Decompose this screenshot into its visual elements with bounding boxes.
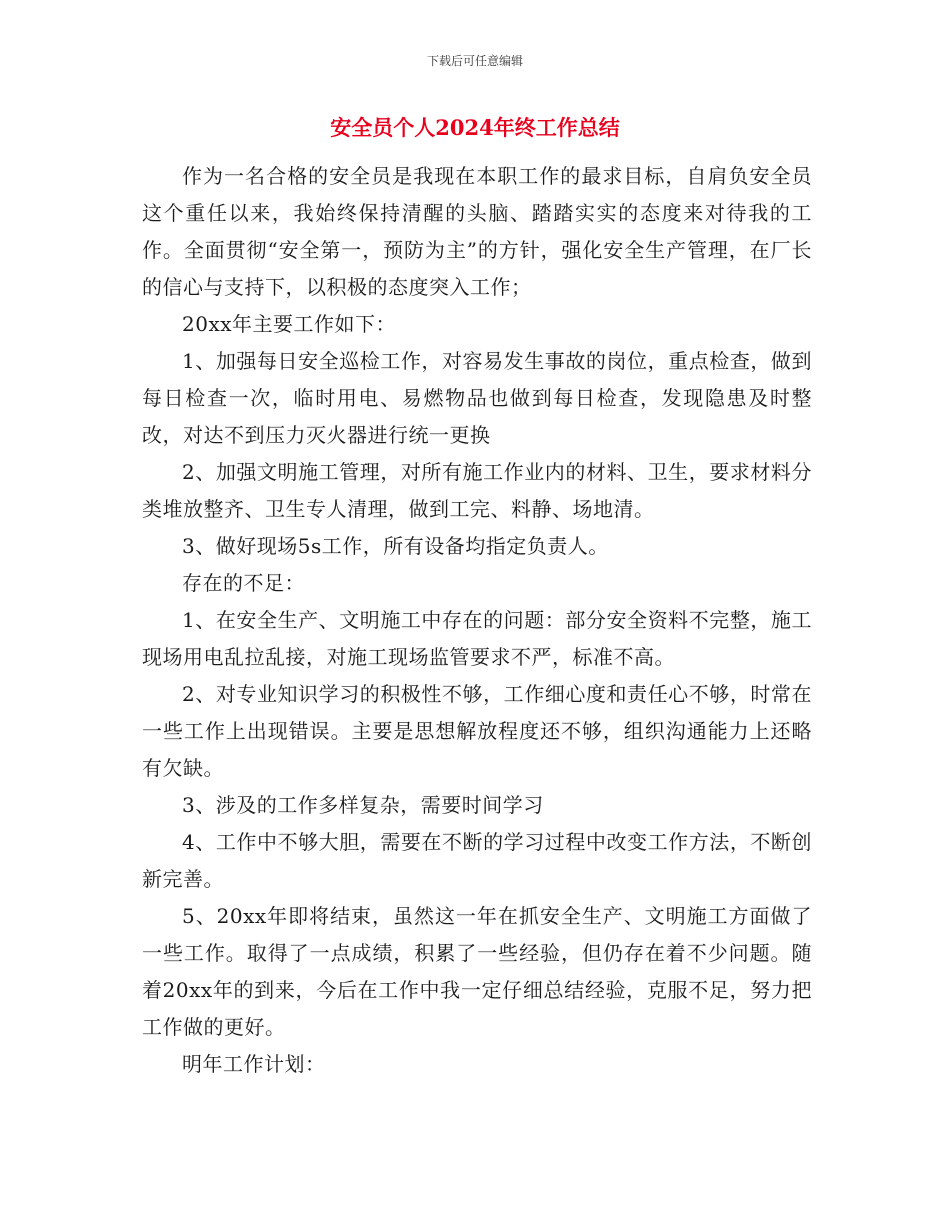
paragraph-work-item-1: 1、加强每日安全巡检工作，对容易发生事故的岗位，重点检查，做到每日检查一次，临时用电、易燃物品也做到每日检查，发现隐患及时整改，对达不到压力灭火器进行统一更换 [142, 349, 812, 447]
paragraph-intro: 作为一名合格的安全员是我现在本职工作的最求目标，自肩负安全员这个重任以来，我始终保持清醒的头脑、踏踏实实的态度来对待我的工作。全面贯彻“安全第一，预防为主”的方针，强化安全生产管理，在厂长的信心与支持下，以积极的态度突入工作； [142, 164, 812, 299]
paragraph-work-item-3: 3、做好现场5s工作，所有设备均指定负责人。 [182, 534, 609, 558]
paragraph-work-item-2: 2、加强文明施工管理，对所有施工作业内的材料、卫生，要求材料分类堆放整齐、卫生专人清理，做到工完、料静、场地清。 [142, 460, 812, 521]
paragraph-shortcoming-4: 4、工作中不够大胆，需要在不断的学习过程中改变工作方法，不断创新完善。 [142, 830, 812, 891]
paragraph-shortcoming-5: 5、20xx年即将结束，虽然这一年在抓安全生产、文明施工方面做了一些工作。取得了一点成绩，积累了一些经验，但仍存在着不少问题。随着20xx年的到来，今后在工作中我一定仔细总结经验，克服不足，努力把工作做的更好。 [142, 904, 812, 1039]
document-title: 安全员个人2024年终工作总结 [330, 115, 620, 140]
header-note: 下载后可任意编辑 [426, 54, 523, 68]
paragraph-main-work-heading: 20xx年主要工作如下： [182, 312, 397, 336]
paragraph-shortcoming-1: 1、在安全生产、文明施工中存在的问题：部分安全资料不完整，施工现场用电乱拉乱接，对施工现场监管要求不严，标准不高。 [142, 608, 812, 669]
paragraph-next-year-plan-heading: 明年工作计划： [182, 1052, 326, 1076]
paragraph-shortcoming-3: 3、涉及的工作多样复杂，需要时间学习 [182, 793, 544, 817]
document-body [142, 158, 812, 1083]
paragraph-shortcoming-2: 2、对专业知识学习的积极性不够，工作细心度和责任心不够，时常在一些工作上出现错误。主要是思想解放程度还不够，组织沟通能力上还略有欠缺。 [142, 682, 812, 780]
paragraph-shortcomings-heading: 存在的不足： [182, 571, 305, 595]
